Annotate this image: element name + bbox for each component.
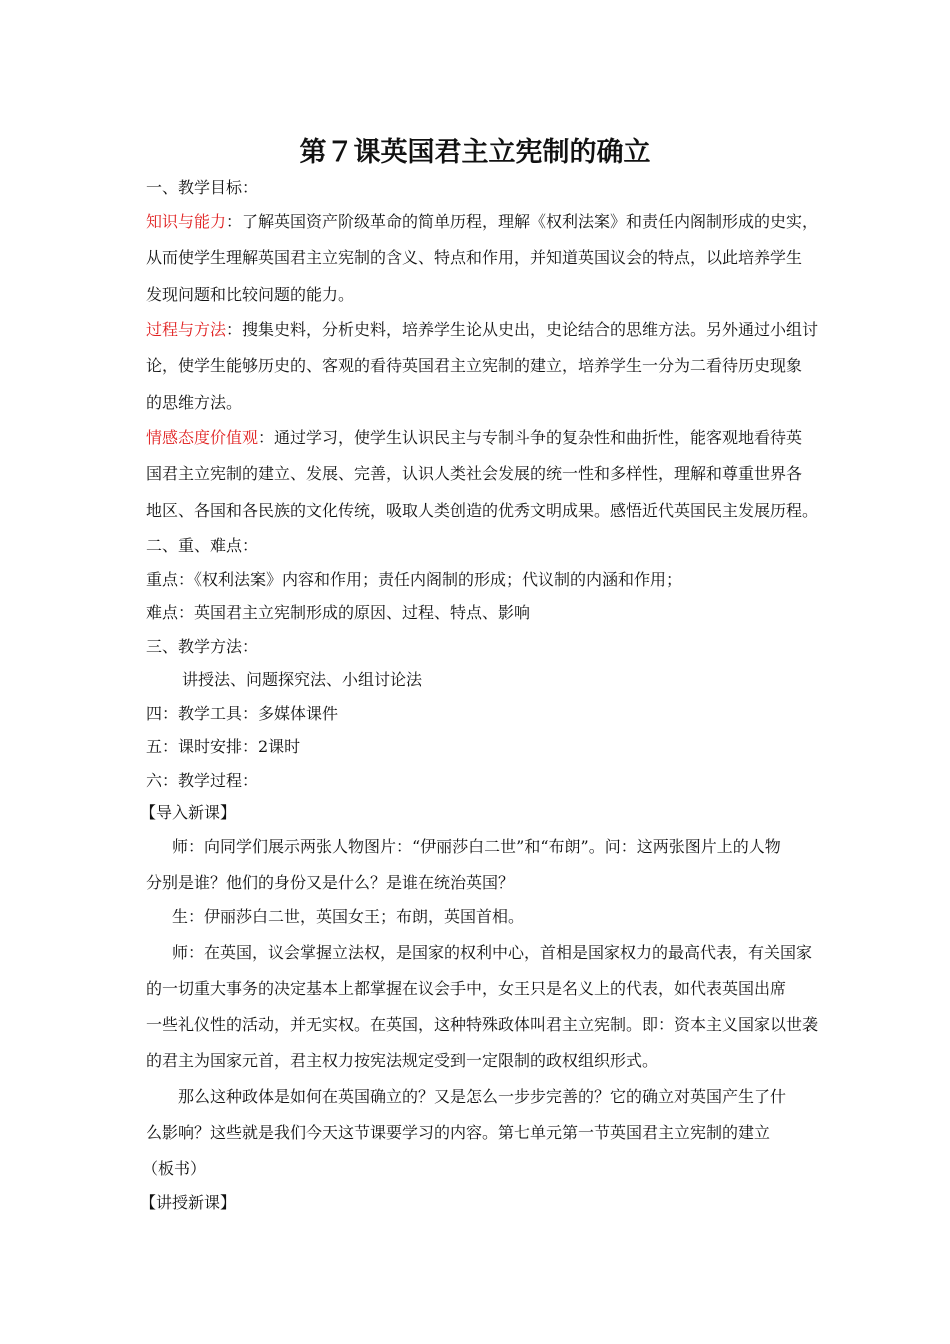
emotion-text: ：通过学习，使学生认识民主与专制斗争的复杂性和曲折性，能客观地看待英: [258, 428, 803, 447]
teacher-prompt-line-1: 师：向同学们展示两张人物图片：“伊丽莎白二世”和“布朗”。问：这两张图片上的人物: [172, 837, 781, 856]
section-heading-process: 六：教学过程：: [146, 771, 259, 790]
teacher-explanation-line-4: 的君主为国家元首，君主权力按宪法规定受到一定限制的政权组织形式。: [146, 1051, 659, 1070]
lesson-question-line-1: 那么这种政体是如何在英国确立的？又是怎么一步步完善的？它的确立对英国产生了什: [178, 1087, 787, 1106]
objective-knowledge-line-3: 发现问题和比较问题的能力。: [146, 285, 355, 304]
lesson-schedule: 五：课时安排：2课时: [146, 737, 301, 756]
process-label: 过程与方法: [146, 320, 227, 339]
lesson-question-line-2: 么影响？这些就是我们今天这节课要学习的内容。第七单元第一节英国君主立宪制的建立: [146, 1123, 771, 1142]
section-heading-objectives: 一、教学目标：: [146, 178, 259, 197]
teacher-explanation-line-2: 的一切重大事务的决定基本上都掌握在议会手中，女王只是名义上的代表，如代表英国出席: [146, 979, 787, 998]
student-answer: 生：伊丽莎白二世，英国女王；布朗，英国首相。: [172, 907, 525, 926]
emotion-label: 情感态度价值观: [146, 428, 259, 447]
teacher-prompt-line-2: 分别是谁？他们的身份又是什么？是谁在统治英国？: [146, 873, 515, 892]
key-points: 重点：《权利法案》内容和作用；责任内阁制的形成；代议制的内涵和作用；: [146, 570, 683, 589]
teacher-explanation-line-1: 师：在英国，议会掌握立法权，是国家的权利中心，首相是国家权力的最高代表，有关国家: [172, 943, 813, 962]
objective-emotion-line-2: 国君主立宪制的建立、发展、完善，认识人类社会发展的统一性和多样性，理解和尊重世界各: [146, 464, 803, 483]
objective-process-line-1: [146, 319, 818, 341]
objective-process-line-2: 论，使学生能够历史的、客观的看待英国君主立宪制的建立，培养学生一分为二看待历史现象: [146, 356, 803, 375]
difficult-points: 难点：英国君主立宪制形成的原因、过程、特点、影响: [146, 603, 531, 622]
teaching-methods: 讲授法、问题探究法、小组讨论法: [182, 670, 423, 689]
objective-knowledge-line-1: [146, 211, 818, 233]
knowledge-text: ：了解英国资产阶级革命的简单历程，理解《权利法案》和责任内阁制形成的史实，: [226, 212, 819, 231]
new-lesson-heading: 【讲授新课】: [140, 1193, 237, 1212]
objective-knowledge-line-2: 从而使学生理解英国君主立宪制的含义、特点和作用，并知道英国议会的特点，以此培养学生: [146, 248, 803, 267]
knowledge-label: 知识与能力: [146, 212, 227, 231]
objective-emotion-line-3: 地区、各国和各民族的文化传统，吸取人类创造的优秀文明成果。感悟近代英国民主发展历程。: [146, 501, 819, 520]
page-title: 第７课英国君主立宪制的确立: [299, 137, 651, 168]
process-text: ：搜集史料，分析史料，培养学生论从史出，史论结合的思维方法。另外通过小组讨: [226, 320, 819, 339]
teaching-tools: 四：教学工具：多媒体课件: [146, 704, 339, 723]
section-heading-methods: 三、教学方法：: [146, 637, 259, 656]
teacher-explanation-line-3: 一些礼仪性的活动，并无实权。在英国，这种特殊政体叫君主立宪制。即：资本主义国家以世袭: [146, 1015, 819, 1034]
intro-heading: 【导入新课】: [140, 803, 237, 822]
section-heading-key-points: 二、重、难点：: [146, 536, 259, 555]
objective-emotion-line-1: [146, 427, 802, 449]
board-note: （板书）: [142, 1159, 207, 1178]
objective-process-line-3: 的思维方法。: [146, 393, 243, 412]
